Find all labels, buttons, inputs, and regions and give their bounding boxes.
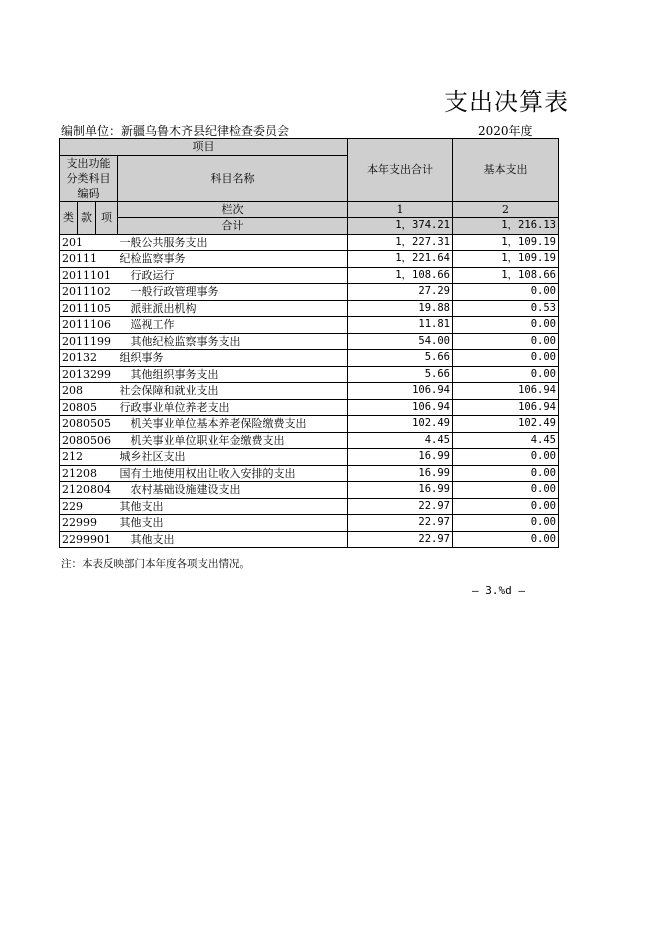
row-basic: 0.00 bbox=[453, 366, 559, 383]
header-lanci: 栏次 bbox=[118, 201, 348, 218]
row-code: 20805 bbox=[60, 399, 118, 416]
row-basic: 0.53 bbox=[453, 300, 559, 317]
row-total: 1，227.31 bbox=[348, 234, 453, 251]
header-lei: 类 bbox=[60, 201, 78, 234]
row-name: 其他支出 bbox=[118, 498, 348, 515]
sum-basic: 1，216.13 bbox=[453, 218, 559, 235]
row-total: 54.00 bbox=[348, 333, 453, 350]
row-name: 机关事业单位基本养老保险缴费支出 bbox=[118, 416, 348, 433]
table-row bbox=[60, 383, 559, 400]
row-total: 16.99 bbox=[348, 482, 453, 499]
page-number: — 3.%d — bbox=[472, 584, 525, 597]
row-name: 行政事业单位养老支出 bbox=[118, 399, 348, 416]
row-code: 20111 bbox=[60, 251, 118, 268]
sum-total: 1，374.21 bbox=[348, 218, 453, 235]
row-total: 22.97 bbox=[348, 531, 453, 548]
row-total: 102.49 bbox=[348, 416, 453, 433]
table-row bbox=[60, 366, 559, 383]
row-basic: 0.00 bbox=[453, 284, 559, 301]
row-basic: 102.49 bbox=[453, 416, 559, 433]
row-total: 5.66 bbox=[348, 350, 453, 367]
row-name: 国有土地使用权出让收入安排的支出 bbox=[118, 465, 348, 482]
table-row bbox=[60, 399, 559, 416]
sum-label: 合计 bbox=[118, 218, 348, 235]
row-name: 一般行政管理事务 bbox=[118, 284, 348, 301]
row-basic: 1，109.19 bbox=[453, 234, 559, 251]
expenditure-table-wrapper bbox=[59, 138, 558, 548]
table-row bbox=[60, 498, 559, 515]
row-basic: 1，109.19 bbox=[453, 251, 559, 268]
row-total: 16.99 bbox=[348, 465, 453, 482]
row-code: 20132 bbox=[60, 350, 118, 367]
table-row bbox=[60, 515, 559, 532]
row-total: 1，221.64 bbox=[348, 251, 453, 268]
page-title: 支出决算表 bbox=[444, 88, 569, 116]
table-row bbox=[60, 432, 559, 449]
row-name: 其他组织事务支出 bbox=[118, 366, 348, 383]
row-name: 组织事务 bbox=[118, 350, 348, 367]
reporting-unit: 编制单位：新疆乌鲁木齐县纪律检查委员会 bbox=[61, 124, 290, 138]
table-row bbox=[60, 300, 559, 317]
row-code: 2011199 bbox=[60, 333, 118, 350]
table-row bbox=[60, 350, 559, 367]
row-name: 城乡社区支出 bbox=[118, 449, 348, 466]
row-total: 106.94 bbox=[348, 399, 453, 416]
row-total: 5.66 bbox=[348, 366, 453, 383]
row-code: 21208 bbox=[60, 465, 118, 482]
row-basic: 0.00 bbox=[453, 515, 559, 532]
row-name: 行政运行 bbox=[118, 267, 348, 284]
row-code: 2011105 bbox=[60, 300, 118, 317]
row-code: 2299901 bbox=[60, 531, 118, 548]
table-row bbox=[60, 251, 559, 268]
row-code: 2080505 bbox=[60, 416, 118, 433]
table-row bbox=[60, 449, 559, 466]
header-col-basic-no: 2 bbox=[453, 201, 559, 218]
row-total: 19.88 bbox=[348, 300, 453, 317]
table-row bbox=[60, 317, 559, 334]
expenditure-table bbox=[59, 138, 559, 548]
header-row-item bbox=[60, 139, 559, 156]
header-xiang: 项 bbox=[96, 201, 118, 234]
row-name: 纪检监察事务 bbox=[118, 251, 348, 268]
row-name: 一般公共服务支出 bbox=[118, 234, 348, 251]
row-total: 22.97 bbox=[348, 498, 453, 515]
table-row bbox=[60, 267, 559, 284]
header-name: 科目名称 bbox=[118, 155, 348, 201]
row-basic: 1，108.66 bbox=[453, 267, 559, 284]
row-total: 4.45 bbox=[348, 432, 453, 449]
header-kuan: 款 bbox=[78, 201, 96, 234]
header-col-total: 本年支出合计 bbox=[348, 139, 453, 202]
table-row bbox=[60, 234, 559, 251]
row-code: 22999 bbox=[60, 515, 118, 532]
row-code: 201 bbox=[60, 234, 118, 251]
header-item: 项目 bbox=[60, 139, 348, 156]
row-basic: 106.94 bbox=[453, 399, 559, 416]
row-basic: 0.00 bbox=[453, 498, 559, 515]
header-code-group: 支出功能分类科目编码 bbox=[60, 155, 118, 201]
table-row bbox=[60, 482, 559, 499]
row-basic: 0.00 bbox=[453, 317, 559, 334]
row-code: 2080506 bbox=[60, 432, 118, 449]
row-name: 其他支出 bbox=[118, 515, 348, 532]
row-name: 机关事业单位职业年金缴费支出 bbox=[118, 432, 348, 449]
row-name: 巡视工作 bbox=[118, 317, 348, 334]
row-total: 11.81 bbox=[348, 317, 453, 334]
row-basic: 4.45 bbox=[453, 432, 559, 449]
row-code: 2011101 bbox=[60, 267, 118, 284]
row-name: 社会保障和就业支出 bbox=[118, 383, 348, 400]
row-basic: 0.00 bbox=[453, 449, 559, 466]
row-code: 208 bbox=[60, 383, 118, 400]
table-row bbox=[60, 416, 559, 433]
row-basic: 106.94 bbox=[453, 383, 559, 400]
row-code: 2120804 bbox=[60, 482, 118, 499]
table-row bbox=[60, 531, 559, 548]
header-row-lanci bbox=[60, 201, 559, 218]
table-row bbox=[60, 284, 559, 301]
header-col-total-no: 1 bbox=[348, 201, 453, 218]
row-total: 106.94 bbox=[348, 383, 453, 400]
row-basic: 0.00 bbox=[453, 531, 559, 548]
header-col-basic: 基本支出 bbox=[453, 139, 559, 202]
table-row bbox=[60, 333, 559, 350]
row-code: 2011102 bbox=[60, 284, 118, 301]
sum-row bbox=[60, 218, 559, 235]
row-total: 1，108.66 bbox=[348, 267, 453, 284]
row-basic: 0.00 bbox=[453, 482, 559, 499]
fiscal-year: 2020年度 bbox=[478, 124, 533, 138]
row-code: 2011106 bbox=[60, 317, 118, 334]
row-code: 2013299 bbox=[60, 366, 118, 383]
row-name: 其他纪检监察事务支出 bbox=[118, 333, 348, 350]
row-basic: 0.00 bbox=[453, 333, 559, 350]
row-name: 农村基础设施建设支出 bbox=[118, 482, 348, 499]
table-row bbox=[60, 465, 559, 482]
row-code: 212 bbox=[60, 449, 118, 466]
row-total: 16.99 bbox=[348, 449, 453, 466]
row-basic: 0.00 bbox=[453, 465, 559, 482]
row-total: 27.29 bbox=[348, 284, 453, 301]
row-name: 其他支出 bbox=[118, 531, 348, 548]
row-basic: 0.00 bbox=[453, 350, 559, 367]
row-total: 22.97 bbox=[348, 515, 453, 532]
row-name: 派驻派出机构 bbox=[118, 300, 348, 317]
row-code: 229 bbox=[60, 498, 118, 515]
table-note: 注：本表反映部门本年度各项支出情况。 bbox=[61, 558, 250, 570]
